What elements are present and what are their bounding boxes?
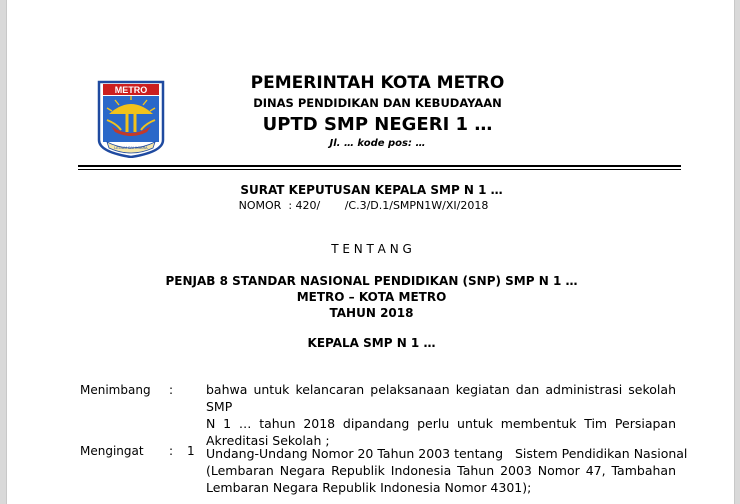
menimbang-paragraph bbox=[206, 381, 676, 449]
letterhead-rule-thin bbox=[78, 169, 681, 170]
logo-banner-text: METRO bbox=[114, 85, 148, 95]
letterhead-school: UPTD SMP NEGERI 1 … bbox=[262, 114, 493, 135]
menimbang-label: Menimbang bbox=[80, 383, 151, 397]
mengingat-line: Undang-Undang Nomor 20 Tahun 2003 tentang Sistem Pendidikan Nasional bbox=[206, 446, 688, 461]
menimbang-line: N 1 … tahun 2018 dipandang perlu untuk membentuk Tim Persiapan bbox=[206, 416, 676, 431]
letterhead-address: Jl. … kode pos: … bbox=[329, 138, 426, 149]
decree-number: NOMOR : 420/ /C.3/D.1/SMPN1W/XI/2018 bbox=[238, 199, 489, 212]
decree-head: KEPALA SMP N 1 … bbox=[307, 336, 436, 350]
mengingat-line: (Lembaran Negara Republik Indonesia Tahun 2003 Nomor 47, Tambahan bbox=[206, 463, 676, 478]
letterhead-dept: DINAS PENDIDIKAN DAN KEBUDAYAAN bbox=[253, 96, 502, 110]
letterhead-gov: PEMERINTAH KOTA METRO bbox=[250, 73, 505, 93]
mengingat-line: Lembaran Negara Republik Indonesia Nomor 4301); bbox=[206, 480, 532, 495]
menimbang-line: Akreditasi Sekolah ; bbox=[206, 433, 330, 448]
mengingat-label: Mengingat bbox=[80, 444, 144, 458]
decree-subject-line2: METRO – KOTA METRO bbox=[296, 290, 447, 304]
logo-motto-text: LEGUM BAI KOBRA bbox=[114, 146, 148, 150]
document-page bbox=[6, 0, 735, 504]
menimbang-colon: : bbox=[169, 383, 174, 397]
mengingat-colon: : bbox=[169, 444, 174, 458]
mengingat-item-number: 1 bbox=[187, 444, 195, 458]
mengingat-paragraph bbox=[206, 445, 688, 496]
decree-subject-line1: PENJAB 8 STANDAR NASIONAL PENDIDIKAN (SNP) SMP N 1 … bbox=[165, 274, 578, 288]
decree-about: T E N T A N G bbox=[331, 242, 412, 256]
decree-subject-line3: TAHUN 2018 bbox=[329, 306, 414, 320]
letterhead-rule-thick bbox=[78, 165, 681, 167]
decree-title: SURAT KEPUTUSAN KEPALA SMP N 1 … bbox=[240, 183, 503, 197]
menimbang-line: bahwa untuk kelancaran pelaksanaan kegiatan dan administrasi sekolah SMP bbox=[206, 382, 676, 414]
